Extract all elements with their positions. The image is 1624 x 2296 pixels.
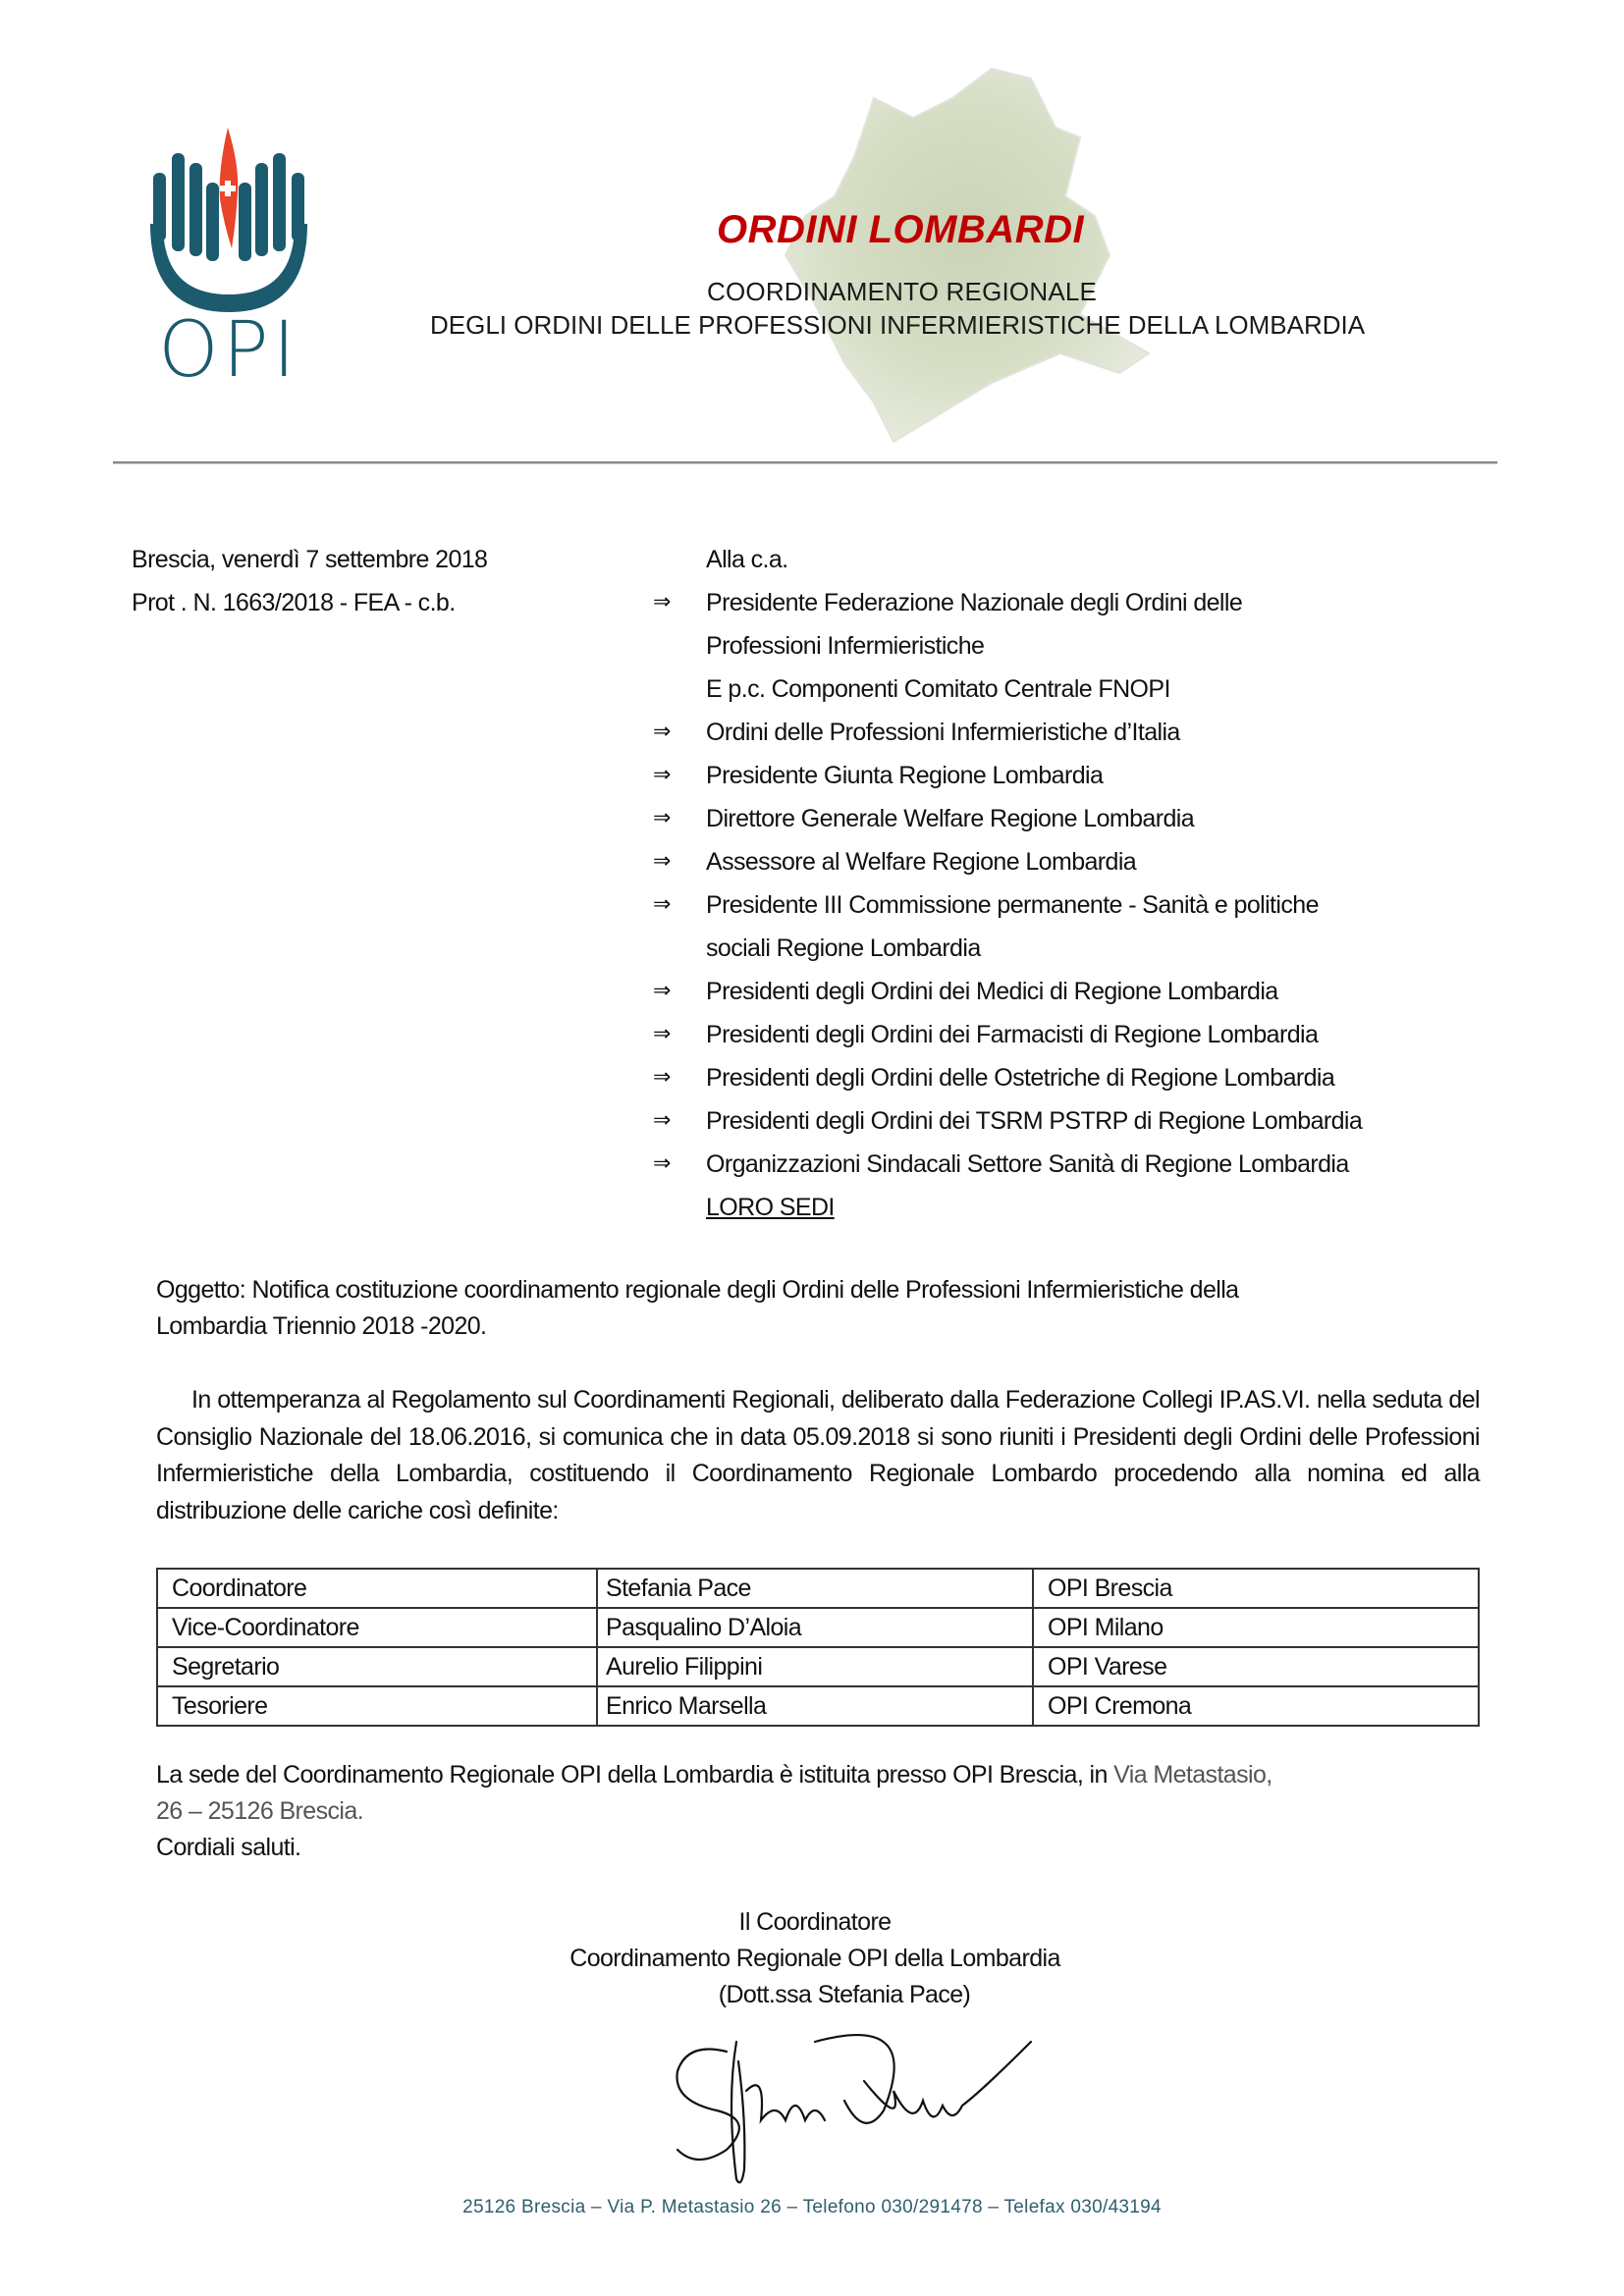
handwritten-signature — [668, 2022, 1041, 2189]
double-right-arrow-icon: ⇒ — [653, 849, 671, 874]
recipient-text: E p.c. Componenti Comitato Centrale FNOPI — [706, 675, 1170, 703]
lombardy-map-watermark — [766, 59, 1178, 452]
name-cell: Enrico Marsella — [597, 1686, 1033, 1726]
footer-address: 25126 Brescia – Via P. Metastasio 26 – Telefono 030/291478 – Telefax 030/43194 — [462, 2197, 1162, 2217]
greeting: Cordiali saluti. — [156, 1834, 301, 1861]
closing-section — [156, 1757, 1480, 1866]
recipients-intro — [653, 538, 1537, 581]
recipient-item — [653, 883, 1537, 927]
sede-address: Via Metastasio, — [1113, 1761, 1272, 1789]
double-right-arrow-icon: ⇒ — [653, 590, 671, 614]
order-cell: OPI Milano — [1033, 1608, 1479, 1647]
double-right-arrow-icon: ⇒ — [653, 763, 671, 787]
recipient-text: Presidente III Commissione permanente - Sanità e politiche — [706, 891, 1319, 919]
recipient-text: Presidente Federazione Nazionale degli Ordini delle — [706, 589, 1243, 616]
place-date: Brescia, venerdì 7 settembre 2018 — [132, 546, 488, 573]
recipient-text: Presidenti degli Ordini dei TSRM PSTRP di Regione Lombardia — [706, 1107, 1363, 1135]
signer-name: (Dott.ssa Stefania Pace) — [718, 1981, 971, 2008]
recipient-item — [653, 711, 1537, 754]
recipient-text: Assessore al Welfare Regione Lombardia — [706, 848, 1137, 876]
table-row — [157, 1647, 1479, 1686]
recipient-text: Direttore Generale Welfare Regione Lombardia — [706, 805, 1195, 832]
header-divider — [113, 461, 1497, 464]
table-row — [157, 1608, 1479, 1647]
name-cell: Aurelio Filippini — [597, 1647, 1033, 1686]
double-right-arrow-icon: ⇒ — [653, 1151, 671, 1176]
organization-title: ORDINI LOMBARDI — [717, 208, 1085, 251]
recipient-item — [653, 754, 1537, 797]
recipient-item — [653, 840, 1537, 883]
order-cell: OPI Brescia — [1033, 1569, 1479, 1608]
recipient-text: Professioni Infermieristiche — [706, 632, 985, 660]
recipient-text: Presidenti degli Ordini delle Ostetriche di Regione Lombardia — [706, 1064, 1335, 1092]
protocol-number: Prot . N. 1663/2018 - FEA - c.b. — [132, 589, 456, 616]
role-cell: Tesoriere — [157, 1686, 597, 1726]
recipients-closing — [653, 1186, 1537, 1229]
sede-address-line-2: 26 – 25126 Brescia. — [156, 1797, 363, 1825]
roles-table — [156, 1568, 1480, 1727]
sede-text-main: La sede del Coordinamento Regionale OPI della Lombardia è istituita presso OPI Brescia, in — [156, 1761, 1114, 1789]
sede-text — [156, 1757, 1480, 1793]
recipient-item — [653, 667, 1537, 711]
loro-sedi: LORO SEDI — [706, 1194, 835, 1221]
name-cell: Pasqualino D’Aloia — [597, 1608, 1033, 1647]
signer-role: Il Coordinatore — [738, 1908, 892, 1936]
opi-logo — [145, 126, 312, 381]
recipient-text: Organizzazioni Sindacali Settore Sanità di Regione Lombardia — [706, 1150, 1349, 1178]
recipient-item — [653, 927, 1537, 970]
recipient-item — [653, 970, 1537, 1013]
subject-line-1: Oggetto: Notifica costituzione coordinamento regionale degli Ordini delle Professioni Infermieristiche della — [156, 1276, 1239, 1304]
recipient-item — [653, 581, 1537, 624]
recipient-text: Ordini delle Professioni Infermieristiche d’Italia — [706, 719, 1180, 746]
recipient-text: Presidente Giunta Regione Lombardia — [706, 762, 1104, 789]
double-right-arrow-icon: ⇒ — [653, 1065, 671, 1090]
table-row — [157, 1686, 1479, 1726]
logo-text: OPI — [158, 306, 299, 381]
double-right-arrow-icon: ⇒ — [653, 806, 671, 830]
recipients-intro-text: Alla c.a. — [706, 546, 788, 573]
recipient-item — [653, 624, 1537, 667]
double-right-arrow-icon: ⇒ — [653, 892, 671, 917]
order-cell: OPI Cremona — [1033, 1686, 1479, 1726]
signer-organization: Coordinamento Regionale OPI della Lombardia — [569, 1945, 1060, 1972]
organization-subtitle-1: COORDINAMENTO REGIONALE — [707, 277, 1098, 306]
recipient-text: Presidenti degli Ordini dei Farmacisti di Regione Lombardia — [706, 1021, 1319, 1048]
double-right-arrow-icon: ⇒ — [653, 1022, 671, 1046]
letter-meta — [132, 538, 487, 624]
subject — [156, 1272, 1480, 1345]
organization-subtitle-2: DEGLI ORDINI DELLE PROFESSIONI INFERMIERISTICHE DELLA LOMBARDIA — [430, 310, 1366, 340]
table-row — [157, 1569, 1479, 1608]
role-cell: Segretario — [157, 1647, 597, 1686]
recipient-item — [653, 1143, 1537, 1186]
recipient-item — [653, 1013, 1537, 1056]
double-right-arrow-icon: ⇒ — [653, 1108, 671, 1133]
role-cell: Vice-Coordinatore — [157, 1608, 597, 1647]
signature-block — [530, 1904, 1100, 2013]
order-cell: OPI Varese — [1033, 1647, 1479, 1686]
recipients-list — [653, 538, 1537, 1229]
double-right-arrow-icon: ⇒ — [653, 720, 671, 744]
name-cell: Stefania Pace — [597, 1569, 1033, 1608]
double-right-arrow-icon: ⇒ — [653, 979, 671, 1003]
recipient-text: sociali Regione Lombardia — [706, 934, 981, 962]
recipient-text: Presidenti degli Ordini dei Medici di Regione Lombardia — [706, 978, 1278, 1005]
recipient-item — [653, 1099, 1537, 1143]
subject-line-2: Lombardia Triennio 2018 -2020. — [156, 1312, 487, 1340]
role-cell: Coordinatore — [157, 1569, 597, 1608]
recipient-item — [653, 1056, 1537, 1099]
body-paragraph: In ottemperanza al Regolamento sul Coordinamenti Regionali, deliberato dalla Federazione Collegi IP.AS.VI. nella seduta del Consiglio Nazionale del 18.06.2016, si comunica che in data 05.09.2018 si sono riuniti i Presidenti degli Ordini delle Professioni Infermieristiche della Lombardia, costituendo il Coordinamento Regionale Lombardo procedendo alla nomina ed alla distribuzione delle cariche così definite: — [156, 1386, 1480, 1524]
recipient-item — [653, 797, 1537, 840]
